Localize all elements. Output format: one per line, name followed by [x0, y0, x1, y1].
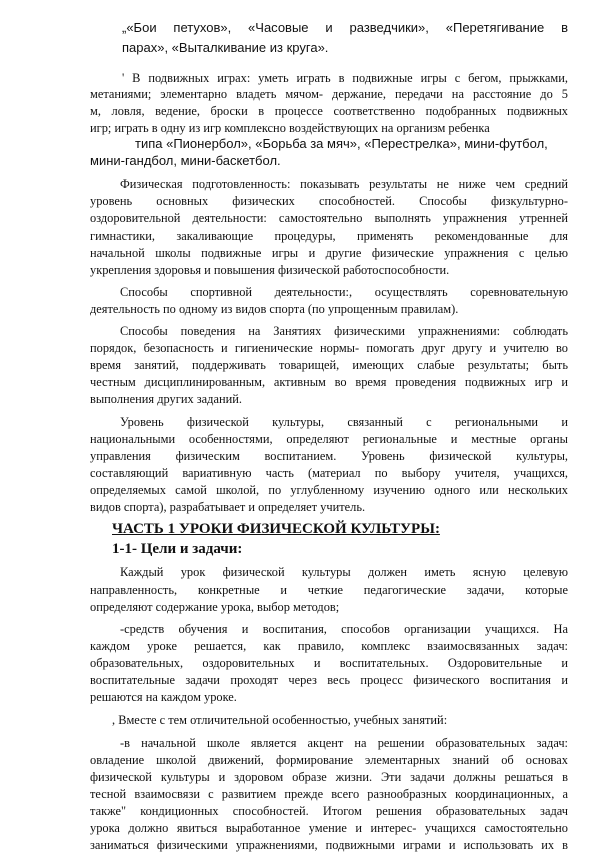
- text-line: Способы поведения на Занятиях физическими упражнениями: соблюдать: [120, 324, 568, 338]
- text-line: укрепления здоровья и повышения физической работоспособности.: [90, 263, 450, 277]
- text-line: направленность, конкретные и четкие педагогические задачи, которые: [90, 583, 568, 597]
- text-line: гимнастики, закаливающие процедуры, применять рекомендованные для: [90, 229, 568, 243]
- text-line: Способы спортивной деятельности:, осуществлять соревновательную: [120, 285, 568, 299]
- text-line: каждом уроке решается, как правило, комплекс взаимосвязанных задач:: [90, 639, 568, 653]
- text-line: деятельность по одному из видов спорта (по упрощенным правилам).: [90, 302, 459, 316]
- text-line: управления физическим воспитанием. Уровень физической культуры,: [90, 449, 568, 463]
- text-line: образовательных, оздоровительных и воспитательных. Оздоровительные и: [90, 656, 568, 670]
- text-line: порядок, безопасность и гигиенические нормы- помогать друг другу и учителю во: [90, 341, 568, 355]
- text-line: -средств обучения и воспитания, способов организации учащихся. На: [120, 622, 568, 636]
- text-line: выполнения других заданий.: [90, 392, 242, 406]
- text-line: решаются на каждом уроке.: [90, 690, 237, 704]
- text-line: честным дисциплинированным, активным во время проведения подвижных игр и: [90, 375, 568, 389]
- text-line: составляющий вариативную часть (материал по выбору учителя, учащихся,: [90, 466, 568, 480]
- text-line: овладение школой движений, формирование элементарных знаний об основах: [90, 753, 568, 767]
- text-line: „«Бои петухов», «Часовые и разведчики», «Перетягивание в: [122, 20, 568, 35]
- text-line: игр; играть в одну из игр комплексно воздействующих на организм ребенка: [90, 121, 490, 135]
- text-line: Каждый урок физической культуры должен иметь ясную целевую: [120, 565, 568, 579]
- text-line: , Вместе с тем отличительной особенностью, учебных занятий:: [112, 713, 448, 727]
- text-line: начальной школы подвижные игры и другие физические упражнения с целью: [90, 246, 568, 260]
- section-heading: ЧАСТЬ 1 УРОКИ ФИЗИЧЕСКОЙ КУЛЬТУРЫ:: [112, 521, 440, 537]
- text-line: определяемых самой школой, по углубленному изучению одного или нескольких: [90, 483, 568, 497]
- text-line: метаниями; элементарно владеть мячом- держание, передачи на расстояние до 5: [90, 87, 568, 101]
- text-line: парах», «Выталкивание из круга».: [122, 40, 329, 55]
- text-line: урока должно явиться выработанное умение и интерес- учащихся самостоятельно: [90, 821, 568, 835]
- subsection-heading: 1-1- Цели и задачи:: [112, 541, 243, 557]
- text-line: время занятий, поддерживать товарищей, имеющих слабые результаты; быть: [90, 358, 568, 372]
- text-line: также" кондиционных способностей. Итогом решения образовательных задач: [90, 804, 568, 818]
- text-line: воспитательные задачи проходят через весь процесс физического воспитания и: [90, 673, 568, 687]
- text-line: видов спорта), разрабатывает и определяет учитель.: [90, 500, 366, 514]
- text-line: тесной взаимосвязи с развитием прежде всего разнообразных координационных, а: [90, 787, 568, 801]
- text-line: уровень основных физических способностей. Способы физкультурно-: [90, 194, 568, 208]
- text-line: определяют содержание урока, выбор методов;: [90, 600, 340, 614]
- text-line: Физическая подготовленность: показывать результаты не ниже чем средний: [120, 177, 568, 191]
- text-line: оздоровительной деятельности: самостоятельно выполнять упражнения утренней: [90, 211, 568, 225]
- text-line: м, ловля, ведение, броски в процессе соответственно подобранных подвижных: [90, 104, 568, 118]
- text-line: заниматься физическими упражнениями, подвижными играми и использовать их в: [90, 838, 568, 852]
- text-line: ' В подвижных играх: уметь играть в подвижные игры с бегом, прыжками,: [122, 71, 568, 85]
- text-line: физической культуры и здоровом образе жизни. Эти задачи должны решаться в: [90, 770, 568, 784]
- text-line: мини-гандбол, мини-баскетбол.: [90, 153, 281, 168]
- text-line: национальными особенностями, определяют региональные и местные органы: [90, 432, 568, 446]
- text-line: типа «Пионербол», «Борьба за мяч», «Перестрелка», мини-футбол,: [135, 136, 548, 151]
- text-line: Уровень физической культуры, связанный с региональными и: [120, 415, 568, 429]
- text-line: -в начальной школе является акцент на решении образовательных задач:: [120, 736, 568, 750]
